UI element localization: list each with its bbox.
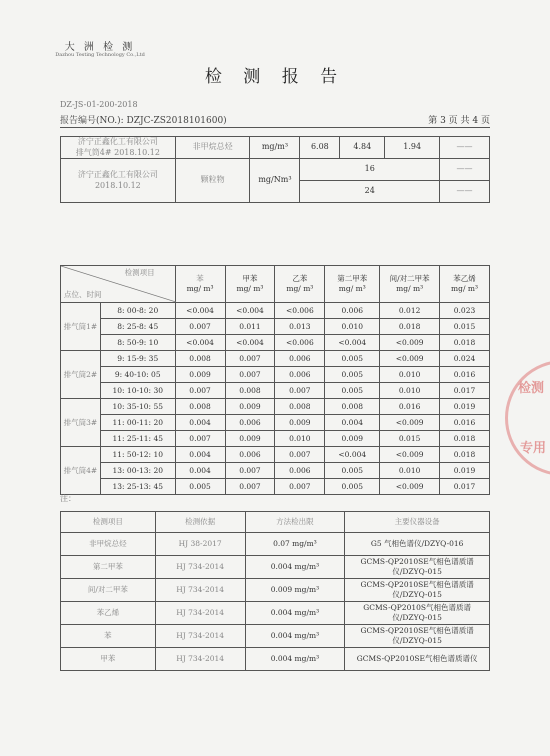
device-cell: GCMS-QP2010SE气相色谱质谱仪/DZYQ-015	[345, 579, 490, 602]
company-cell	[61, 137, 176, 159]
value-cell: 0.023	[440, 303, 490, 319]
value-cell: 0.009	[225, 399, 275, 415]
value-cell: 0.004	[325, 415, 380, 431]
dash-cell: ——	[440, 137, 490, 159]
item-cell: 苯	[61, 625, 156, 648]
table-row	[61, 319, 490, 335]
time-cell: 11: 25-11: 45	[100, 431, 175, 447]
table-row	[61, 159, 490, 181]
company-name: 济宁正鑫化工有限公司	[77, 170, 158, 180]
point-label: 排气筒3#	[61, 399, 101, 447]
device-cell: GCMS-QP2010S气相色谱质谱仪/DZYQ-015	[345, 602, 490, 625]
item-cell: 颗粒物	[175, 159, 250, 203]
value-cell: 0.008	[175, 351, 225, 367]
value-cell: 0.016	[440, 367, 490, 383]
table-row	[61, 556, 490, 579]
value-cell: 24	[300, 181, 440, 203]
value-cell: 0.007	[175, 431, 225, 447]
table-row	[61, 447, 490, 463]
value-cell: 0.006	[325, 303, 380, 319]
value-cell: 0.016	[380, 399, 440, 415]
time-cell: 8: 25-8: 45	[100, 319, 175, 335]
value-cell: <0.004	[325, 335, 380, 351]
column-header: 乙苯 mg/ m³	[275, 266, 325, 303]
limit-cell: 0.004 mg/m³	[245, 648, 345, 671]
value-cell: 0.005	[325, 463, 380, 479]
value-cell: 0.009	[275, 415, 325, 431]
company-logo-english: Dazhou Testing Technology Co.,Ltd	[55, 52, 145, 58]
methods-table	[60, 511, 490, 671]
limit-cell: 0.07 mg/m³	[245, 533, 345, 556]
value-cell: 0.006	[225, 447, 275, 463]
seal-stamp	[505, 360, 550, 476]
limit-cell: 0.004 mg/m³	[245, 556, 345, 579]
results-body	[61, 303, 490, 495]
column-header: 间/对二甲苯 mg/ m³	[380, 266, 440, 303]
value-cell: 0.007	[225, 367, 275, 383]
time-cell: 11: 50-12: 10	[100, 447, 175, 463]
item-cell: 苯乙烯	[61, 602, 156, 625]
page-title: 检 测 报 告	[204, 67, 346, 87]
company-name: 济宁正鑫化工有限公司	[77, 137, 158, 147]
value-cell: <0.009	[380, 351, 440, 367]
value-cell: 0.007	[275, 447, 325, 463]
value-cell: <0.009	[380, 415, 440, 431]
report-number: 报告编号(NO.): DZJC-ZS2018101600)	[60, 116, 227, 126]
device-cell: GCMS-QP2010SE气相色谱质谱仪	[345, 648, 490, 671]
value-cell: 0.010	[380, 463, 440, 479]
basis-cell: HJ 38-2017	[155, 533, 245, 556]
header-point-label: 点位、时间	[64, 290, 102, 300]
value-cell: 0.018	[440, 431, 490, 447]
column-header: 检测项目	[61, 512, 156, 533]
value-cell: 0.012	[380, 303, 440, 319]
limit-cell: 0.004 mg/m³	[245, 625, 345, 648]
table-row	[61, 648, 490, 671]
value-cell: 0.006	[225, 415, 275, 431]
value-cell: 0.018	[440, 335, 490, 351]
value-cell: 0.013	[275, 319, 325, 335]
device-cell: GCMS-QP2010SE气相色谱质谱仪/DZYQ-015	[345, 625, 490, 648]
company-logo-text: 大 洲 检 测	[64, 42, 136, 53]
value-cell: 0.011	[225, 319, 275, 335]
point-label: 排气筒2#	[61, 351, 101, 399]
table-row	[61, 602, 490, 625]
methods-body	[61, 533, 490, 671]
header-rule	[60, 127, 490, 128]
point-label: 排气筒4#	[61, 447, 101, 495]
time-cell: 9: 40-10: 05	[100, 367, 175, 383]
point-label: 排气筒1#	[61, 303, 101, 351]
value-cell: 0.015	[440, 319, 490, 335]
column-header: 第二甲苯 mg/ m³	[325, 266, 380, 303]
stamp-text: 专用	[520, 441, 547, 456]
value-cell: <0.004	[225, 335, 275, 351]
dash-cell: ——	[440, 159, 490, 181]
table-row	[61, 479, 490, 495]
value-cell: <0.004	[225, 303, 275, 319]
value-cell: 6.08	[300, 137, 340, 159]
column-header: 甲苯 mg/ m³	[225, 266, 275, 303]
value-cell: <0.004	[175, 303, 225, 319]
value-cell: 0.004	[175, 463, 225, 479]
results-table	[60, 265, 490, 495]
value-cell: 0.007	[175, 383, 225, 399]
item-cell: 第二甲苯	[61, 556, 156, 579]
unit-cell: mg/m³	[250, 137, 300, 159]
value-cell: 0.005	[325, 383, 380, 399]
value-cell: <0.004	[175, 335, 225, 351]
value-cell: 0.018	[380, 319, 440, 335]
value-cell: 0.016	[440, 415, 490, 431]
dash-cell: ——	[440, 181, 490, 203]
table-row	[61, 367, 490, 383]
value-cell: 0.007	[175, 319, 225, 335]
table-row	[61, 463, 490, 479]
page-number: 第 3 页 共 4 页	[428, 116, 490, 126]
sampling-point: 排气筒4# 2018.10.12	[75, 147, 160, 157]
value-cell: 0.006	[275, 351, 325, 367]
basis-cell: HJ 734-2014	[155, 648, 245, 671]
diagonal-header	[61, 266, 176, 303]
header-item-label: 检测项目	[124, 268, 155, 277]
value-cell: 0.004	[175, 447, 225, 463]
value-cell: 0.019	[440, 399, 490, 415]
table-header-row	[61, 266, 490, 303]
time-cell: 10: 35-10: 55	[100, 399, 175, 415]
time-cell: 8: 50-9: 10	[100, 335, 175, 351]
table-header-row	[61, 512, 490, 533]
column-header: 检测依据	[155, 512, 245, 533]
value-cell: <0.009	[380, 479, 440, 495]
table-row	[61, 431, 490, 447]
value-cell: 0.005	[325, 351, 380, 367]
company-cell	[61, 159, 176, 203]
value-cell: 0.017	[440, 383, 490, 399]
time-cell: 9: 15-9: 35	[100, 351, 175, 367]
value-cell: 0.009	[175, 367, 225, 383]
item-cell: 甲苯	[61, 648, 156, 671]
value-cell: 0.018	[440, 447, 490, 463]
value-cell: 0.008	[325, 399, 380, 415]
column-header: 主要仪器设备	[345, 512, 490, 533]
table-row	[61, 625, 490, 648]
value-cell: 0.006	[275, 463, 325, 479]
value-cell: 0.006	[275, 367, 325, 383]
value-cell: 0.005	[325, 367, 380, 383]
basis-cell: HJ 734-2014	[155, 556, 245, 579]
value-cell: 0.004	[175, 415, 225, 431]
item-cell: 非甲烷总烃	[175, 137, 250, 159]
value-cell: 0.007	[225, 463, 275, 479]
value-cell: 0.010	[275, 431, 325, 447]
device-cell: G5 气相色谱仪/DZYQ-016	[345, 533, 490, 556]
value-cell: 0.008	[225, 383, 275, 399]
value-cell: 0.005	[325, 479, 380, 495]
time-cell: 11: 00-11: 20	[100, 415, 175, 431]
column-header: 苯 mg/ m³	[175, 266, 225, 303]
table-row	[61, 415, 490, 431]
limit-cell: 0.009 mg/m³	[245, 579, 345, 602]
value-cell: 0.005	[175, 479, 225, 495]
table-row	[61, 335, 490, 351]
table-row	[61, 533, 490, 556]
summary-table	[60, 136, 490, 203]
time-cell: 13: 25-13: 45	[100, 479, 175, 495]
value-cell: 0.019	[440, 463, 490, 479]
time-cell: 10: 10-10: 30	[100, 383, 175, 399]
item-cell: 非甲烷总烃	[61, 533, 156, 556]
table-row	[61, 383, 490, 399]
table-row	[61, 303, 490, 319]
value-cell: 0.007	[275, 383, 325, 399]
value-cell: <0.004	[325, 447, 380, 463]
value-cell: <0.006	[275, 303, 325, 319]
value-cell: 0.007	[225, 351, 275, 367]
sampling-date: 2018.10.12	[94, 180, 141, 190]
value-cell: 0.009	[325, 431, 380, 447]
basis-cell: HJ 734-2014	[155, 579, 245, 602]
column-header: 方法检出限	[245, 512, 345, 533]
time-cell: 13: 00-13: 20	[100, 463, 175, 479]
value-cell: 0.010	[380, 383, 440, 399]
basis-cell: HJ 734-2014	[155, 602, 245, 625]
basis-cell: HJ 734-2014	[155, 625, 245, 648]
value-cell: 0.017	[440, 479, 490, 495]
value-cell: 0.009	[225, 431, 275, 447]
value-cell: <0.006	[275, 335, 325, 351]
table-row	[61, 399, 490, 415]
value-cell: 4.84	[340, 137, 385, 159]
value-cell: 0.010	[380, 367, 440, 383]
value-cell: 0.015	[380, 431, 440, 447]
document-code: DZ-JS-01-200-2018	[60, 100, 138, 109]
value-cell: 0.024	[440, 351, 490, 367]
limit-cell: 0.004 mg/m³	[245, 602, 345, 625]
note-label: 注：	[60, 494, 76, 503]
value-cell: <0.009	[380, 335, 440, 351]
column-header: 苯乙烯 mg/ m³	[440, 266, 490, 303]
value-cell: 1.94	[385, 137, 440, 159]
value-cell: <0.009	[380, 447, 440, 463]
value-cell: 0.010	[325, 319, 380, 335]
device-cell: GCMS-QP2010SE气相色谱质谱仪/DZYQ-015	[345, 556, 490, 579]
unit-cell: mg/Nm³	[250, 159, 300, 203]
time-cell: 8: 00-8: 20	[100, 303, 175, 319]
stamp-text: 检测	[518, 381, 545, 396]
value-cell: 0.007	[275, 479, 325, 495]
table-row	[61, 579, 490, 602]
item-cell: 间/对二甲苯	[61, 579, 156, 602]
value-cell: 0.008	[175, 399, 225, 415]
value-cell: 0.007	[225, 479, 275, 495]
value-cell: 16	[300, 159, 440, 181]
value-cell: 0.008	[275, 399, 325, 415]
table-row	[61, 351, 490, 367]
